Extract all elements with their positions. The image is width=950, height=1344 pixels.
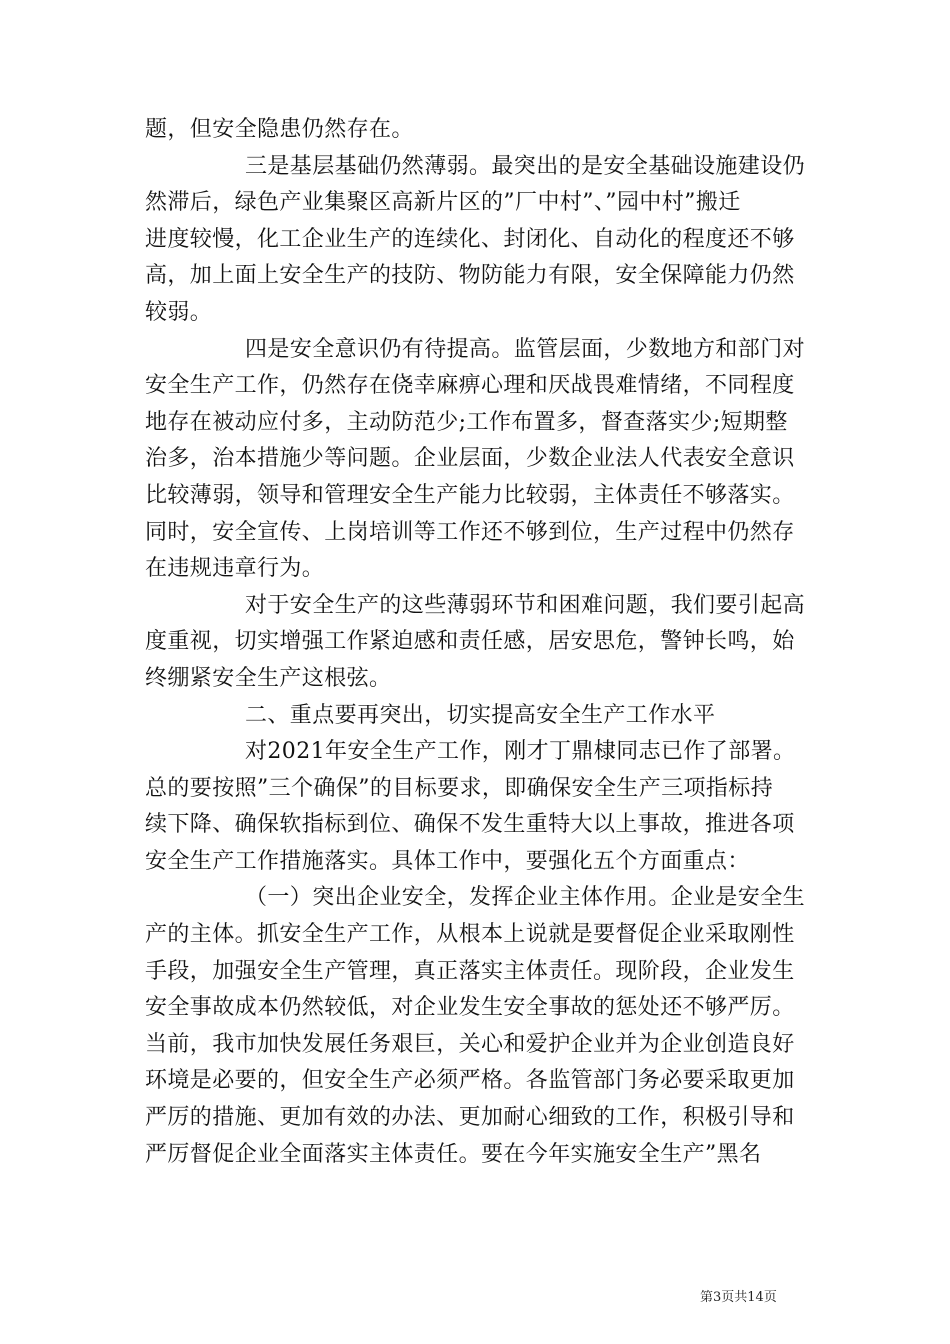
text-line: 同时，安全宣传、上岗培训等工作还不够到位，生产过程中仍然存	[145, 519, 795, 545]
text-line: 然滞后，绿色产业集聚区高新片区的”厂中村”、”园中村”搬迁	[145, 190, 741, 216]
paragraph-line: 四是安全意识仍有待提高。监管层面，少数地方和部门对	[245, 336, 806, 362]
text-line: 终绷紧安全生产这根弦。	[145, 665, 392, 691]
text-line: 进度较慢，化工企业生产的连续化、封闭化、自动化的程度还不够	[145, 226, 795, 252]
paragraph-line: （一）突出企业安全，发挥企业主体作用。企业是安全生	[245, 885, 806, 911]
text-line: 严厉的措施、更加有效的办法、更加耐心细致的工作，积极引导和	[145, 1105, 795, 1131]
paragraph-line: 三是基层基础仍然薄弱。最突出的是安全基础设施建设仍	[245, 153, 806, 179]
text-line: 安全生产工作，仍然存在侥幸麻痹心理和厌战畏难情绪，不同程度	[145, 373, 795, 399]
text-line: 手段，加强安全生产管理，真正落实主体责任。现阶段，企业发生	[145, 958, 795, 984]
text-line: 比较薄弱，领导和管理安全生产能力比较弱，主体责任不够落实。	[145, 482, 795, 508]
text-line: 治多，治本措施少等问题。企业层面，少数企业法人代表安全意识	[145, 446, 795, 472]
text-line: 安全事故成本仍然较低，对企业发生安全事故的惩处还不够严厉。	[145, 995, 795, 1021]
section-heading: 二、重点要再突出，切实提高安全生产工作水平	[245, 702, 716, 728]
document-body	[145, 112, 805, 1173]
page-number: 第3页共14页	[700, 1290, 777, 1305]
text-line: 在违规违章行为。	[145, 556, 325, 582]
text-line: 严厉督促企业全面落实主体责任。要在今年实施安全生产”黑名	[145, 1141, 762, 1167]
text-line: 安全生产工作措施落实。具体工作中，要强化五个方面重点：	[145, 848, 750, 874]
text-line: 地存在被动应付多，主动防范少;工作布置多，督查落实少;短期整	[145, 409, 788, 435]
text-line: 产的主体。抓安全生产工作，从根本上说就是要督促企业采取刚性	[145, 922, 795, 948]
text-line: 续下降、确保软指标到位、确保不发生重特大以上事故，推进各项	[145, 812, 795, 838]
text-line: 当前，我市加快发展任务艰巨，关心和爱护企业并为企业创造良好	[145, 1031, 795, 1057]
text-line: 高，加上面上安全生产的技防、物防能力有限，安全保障能力仍然	[145, 263, 795, 289]
text-line: 较弱。	[145, 299, 213, 325]
text-line: 环境是必要的，但安全生产必须严格。各监管部门务必要采取更加	[145, 1068, 795, 1094]
paragraph-line: 对2021年安全生产工作，刚才丁鼎棣同志已作了部署。	[245, 739, 796, 765]
text-line: 度重视，切实增强工作紧迫感和责任感，居安思危，警钟长鸣，始	[145, 629, 795, 655]
text-line: 题，但安全隐患仍然存在。	[145, 117, 414, 142]
text-line: 总的要按照”三个确保”的目标要求，即确保安全生产三项指标持	[145, 775, 774, 801]
paragraph-line: 对于安全生产的这些薄弱环节和困难问题，我们要引起高	[245, 592, 806, 618]
